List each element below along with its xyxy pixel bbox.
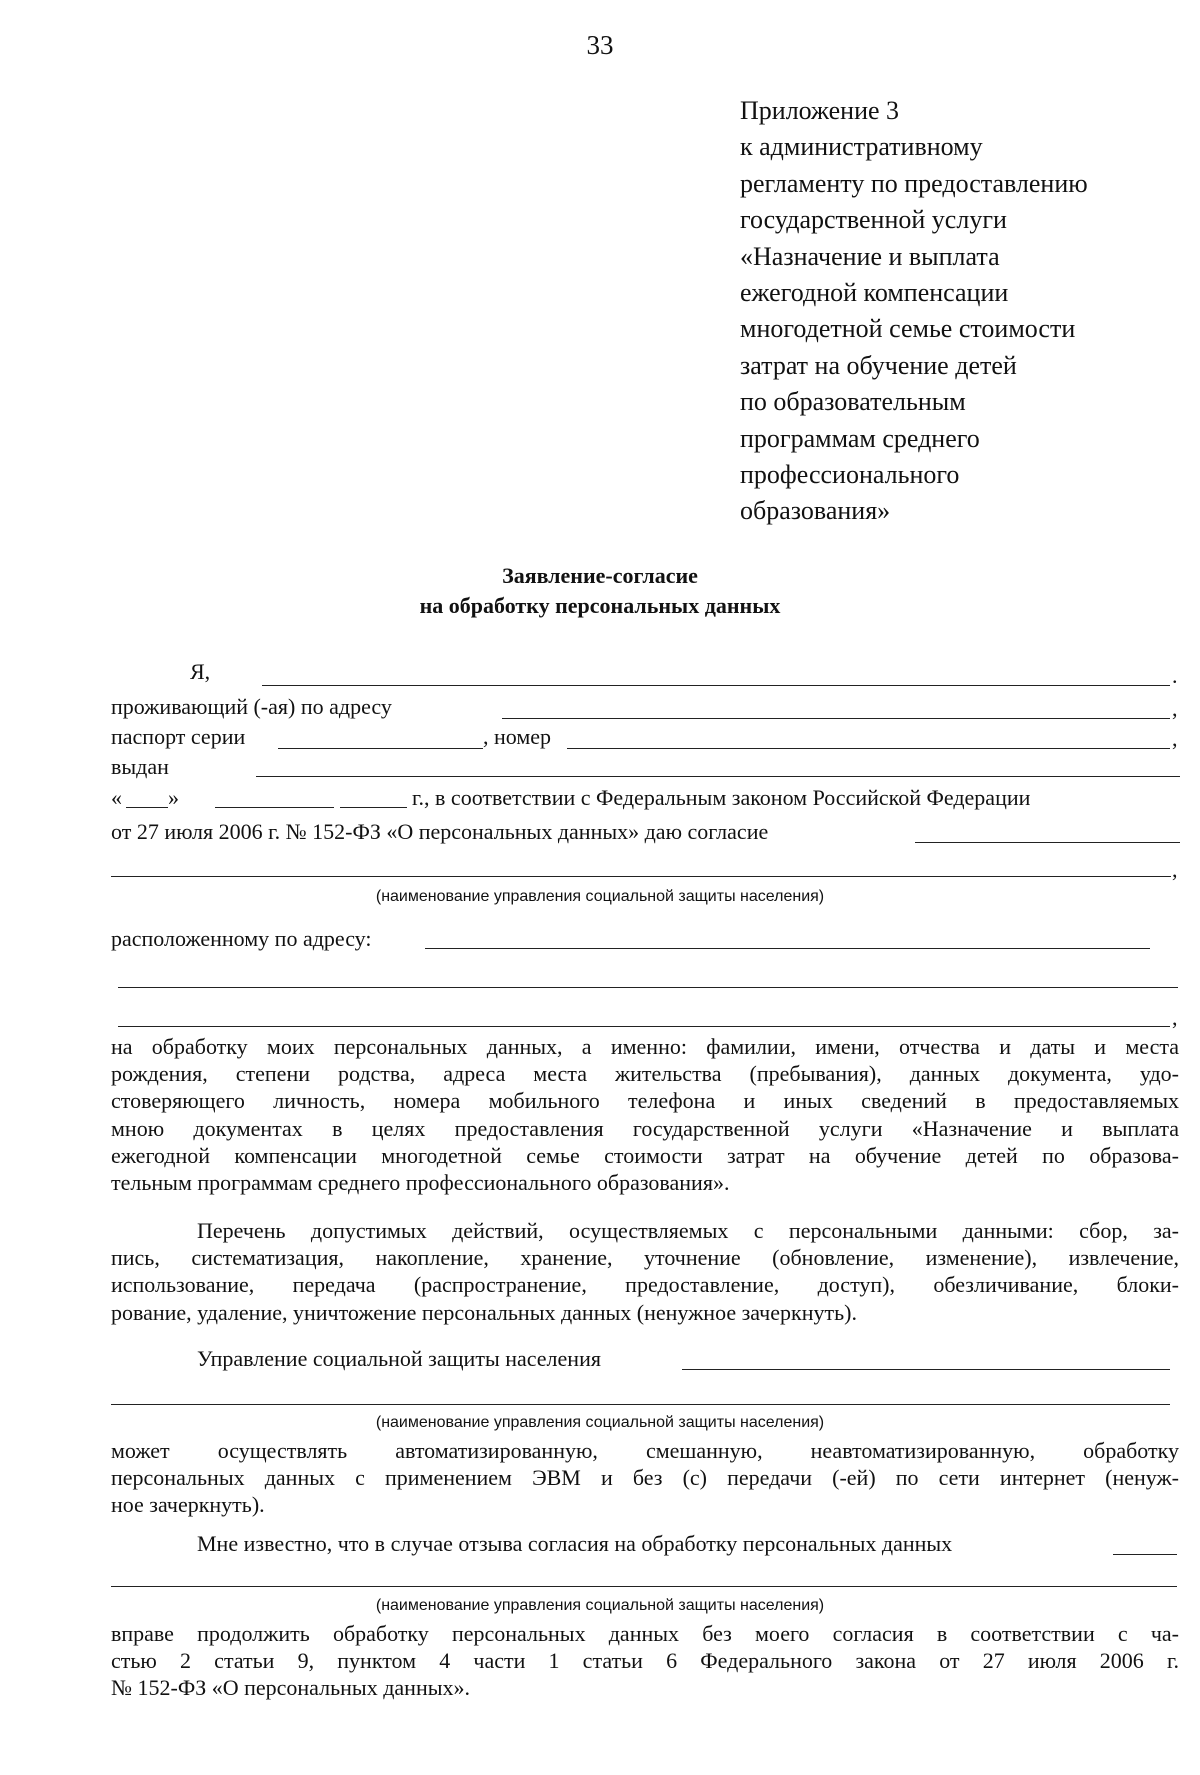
paragraph-personal-data	[111, 1033, 1179, 1196]
document-subtitle: на обработку персональных данных	[419, 593, 781, 618]
revoke-recipient-field[interactable]	[1113, 1554, 1177, 1555]
label-usz: Управление социальной защиты населения	[197, 1346, 601, 1371]
appendix-line: многодетной семье стоимости	[740, 314, 1076, 344]
label-i: Я,	[190, 659, 211, 684]
revoke-recipient-field-2[interactable]	[111, 1586, 1177, 1587]
usz-name-field[interactable]	[682, 1369, 1170, 1370]
comma-mark: ,	[1172, 726, 1178, 751]
located-address-field-3[interactable]	[118, 1026, 1170, 1027]
address-field[interactable]	[502, 718, 1170, 719]
comma-mark: ,	[1172, 1005, 1178, 1030]
field-caption: (наименование управления социальной защиты населения)	[375, 1597, 825, 1614]
consent-recipient-field-2[interactable]	[111, 876, 1171, 877]
paragraph-line: № 152-ФЗ «О персональных данных».	[111, 1675, 470, 1701]
year-field[interactable]	[340, 807, 407, 808]
appendix-line: Приложение 3	[740, 96, 900, 125]
paragraph-line: вправе продолжить обработку персональных данных без моего согласия в соответствии с ча-	[111, 1621, 1179, 1646]
paragraph-actions	[111, 1217, 1179, 1326]
label-passport-series: паспорт серии	[111, 724, 246, 749]
passport-series-field[interactable]	[278, 748, 483, 749]
period-mark: .	[1172, 663, 1178, 688]
comma-mark: ,	[1172, 696, 1178, 721]
date-quote-open: «	[111, 785, 122, 810]
appendix-line: государственной услуги	[740, 205, 1007, 235]
paragraph-line: рождения, степени родства, адреса места жительства (пребывания), данных документа, удо-	[111, 1061, 1179, 1087]
paragraph-line: может осуществлять автоматизированную, смешанную, неавтоматизированную, обработку	[111, 1438, 1179, 1463]
paragraph-line: тельным программам среднего профессионального образования».	[111, 1169, 730, 1195]
label-residing: проживающий (-ая) по адресу	[111, 694, 392, 719]
fullname-field[interactable]	[262, 685, 1170, 686]
field-caption: (наименование управления социальной защиты населения)	[375, 1414, 825, 1431]
issued-by-field[interactable]	[256, 776, 1180, 777]
paragraph-line: на обработку моих персональных данных, а именно: фамилии, имени, отчества и даты и места	[111, 1034, 1179, 1059]
page-number: 33	[586, 30, 614, 60]
consent-recipient-field[interactable]	[915, 842, 1180, 843]
appendix-line: программам среднего	[740, 423, 980, 453]
paragraph-line: ное зачеркнуть).	[111, 1492, 265, 1518]
appendix-line: «Назначение и выплата	[740, 241, 1000, 271]
usz-name-field-2[interactable]	[111, 1404, 1170, 1405]
appendix-line: к административному	[740, 132, 983, 162]
paragraph-line: персональных данных с применением ЭВМ и без (с) передачи (-ей) по сети интернет (ненуж-	[111, 1465, 1179, 1491]
field-caption: (наименование управления социальной защиты населения)	[375, 888, 825, 905]
paragraph-processing	[111, 1437, 1179, 1519]
paragraph-continue	[111, 1620, 1179, 1702]
label-issued: выдан	[111, 754, 169, 779]
paragraph-line: использование, передача (распространение, предоставление, доступ), обезличивание, блоки-	[111, 1272, 1179, 1298]
paragraph-line: ежегодной компенсации многодетной семье стоимости затрат на обучение детей по образова-	[111, 1142, 1179, 1168]
paragraph-line: Перечень допустимых действий, осуществляемых с персональными данными: сбор, за-	[197, 1218, 1179, 1243]
located-address-field[interactable]	[425, 948, 1150, 949]
paragraph-line: мною документах в целях предоставления государственной услуги «Назначение и выплата	[111, 1115, 1179, 1141]
paragraph-line: стью 2 статьи 9, пунктом 4 части 1 статьи 6 Федерального закона от 27 июля 2006 г.	[111, 1648, 1179, 1674]
label-located: расположенному по адресу:	[111, 926, 372, 951]
comma-mark: ,	[1172, 857, 1178, 882]
document-title: Заявление-согласие	[502, 563, 698, 588]
appendix-line: образования»	[740, 496, 891, 526]
paragraph-line: пись, систематизация, накопление, хранение, уточнение (обновление, изменение), извлечение,	[111, 1245, 1179, 1271]
label-number: , номер	[483, 724, 552, 749]
appendix-line: по образовательным	[740, 387, 966, 417]
appendix-line: профессионального	[740, 460, 960, 490]
appendix-line: регламенту по предоставлению	[740, 168, 1088, 198]
day-field[interactable]	[126, 807, 168, 808]
law-reference: г., в соответствии с Федеральным законом Российской Федерации	[412, 785, 1031, 810]
appendix-header	[740, 93, 1088, 530]
appendix-line: ежегодной компенсации	[740, 278, 1009, 308]
appendix-line: затрат на обучение детей	[740, 350, 1017, 380]
passport-number-field[interactable]	[567, 748, 1170, 749]
month-field[interactable]	[215, 807, 334, 808]
paragraph-line: рование, удаление, уничтожение персональных данных (ненужное зачеркнуть).	[111, 1299, 857, 1325]
date-quote-close: »	[168, 785, 179, 810]
paragraph-line: стоверяющего личность, номера мобильного телефона и иных сведений в предоставляемых	[111, 1088, 1179, 1114]
law-reference-cont: от 27 июля 2006 г. № 152-ФЗ «О персональных данных» даю согласие	[111, 819, 769, 844]
located-address-field-2[interactable]	[118, 987, 1178, 988]
label-known: Мне известно, что в случае отзыва согласия на обработку персональных данных	[197, 1531, 953, 1556]
